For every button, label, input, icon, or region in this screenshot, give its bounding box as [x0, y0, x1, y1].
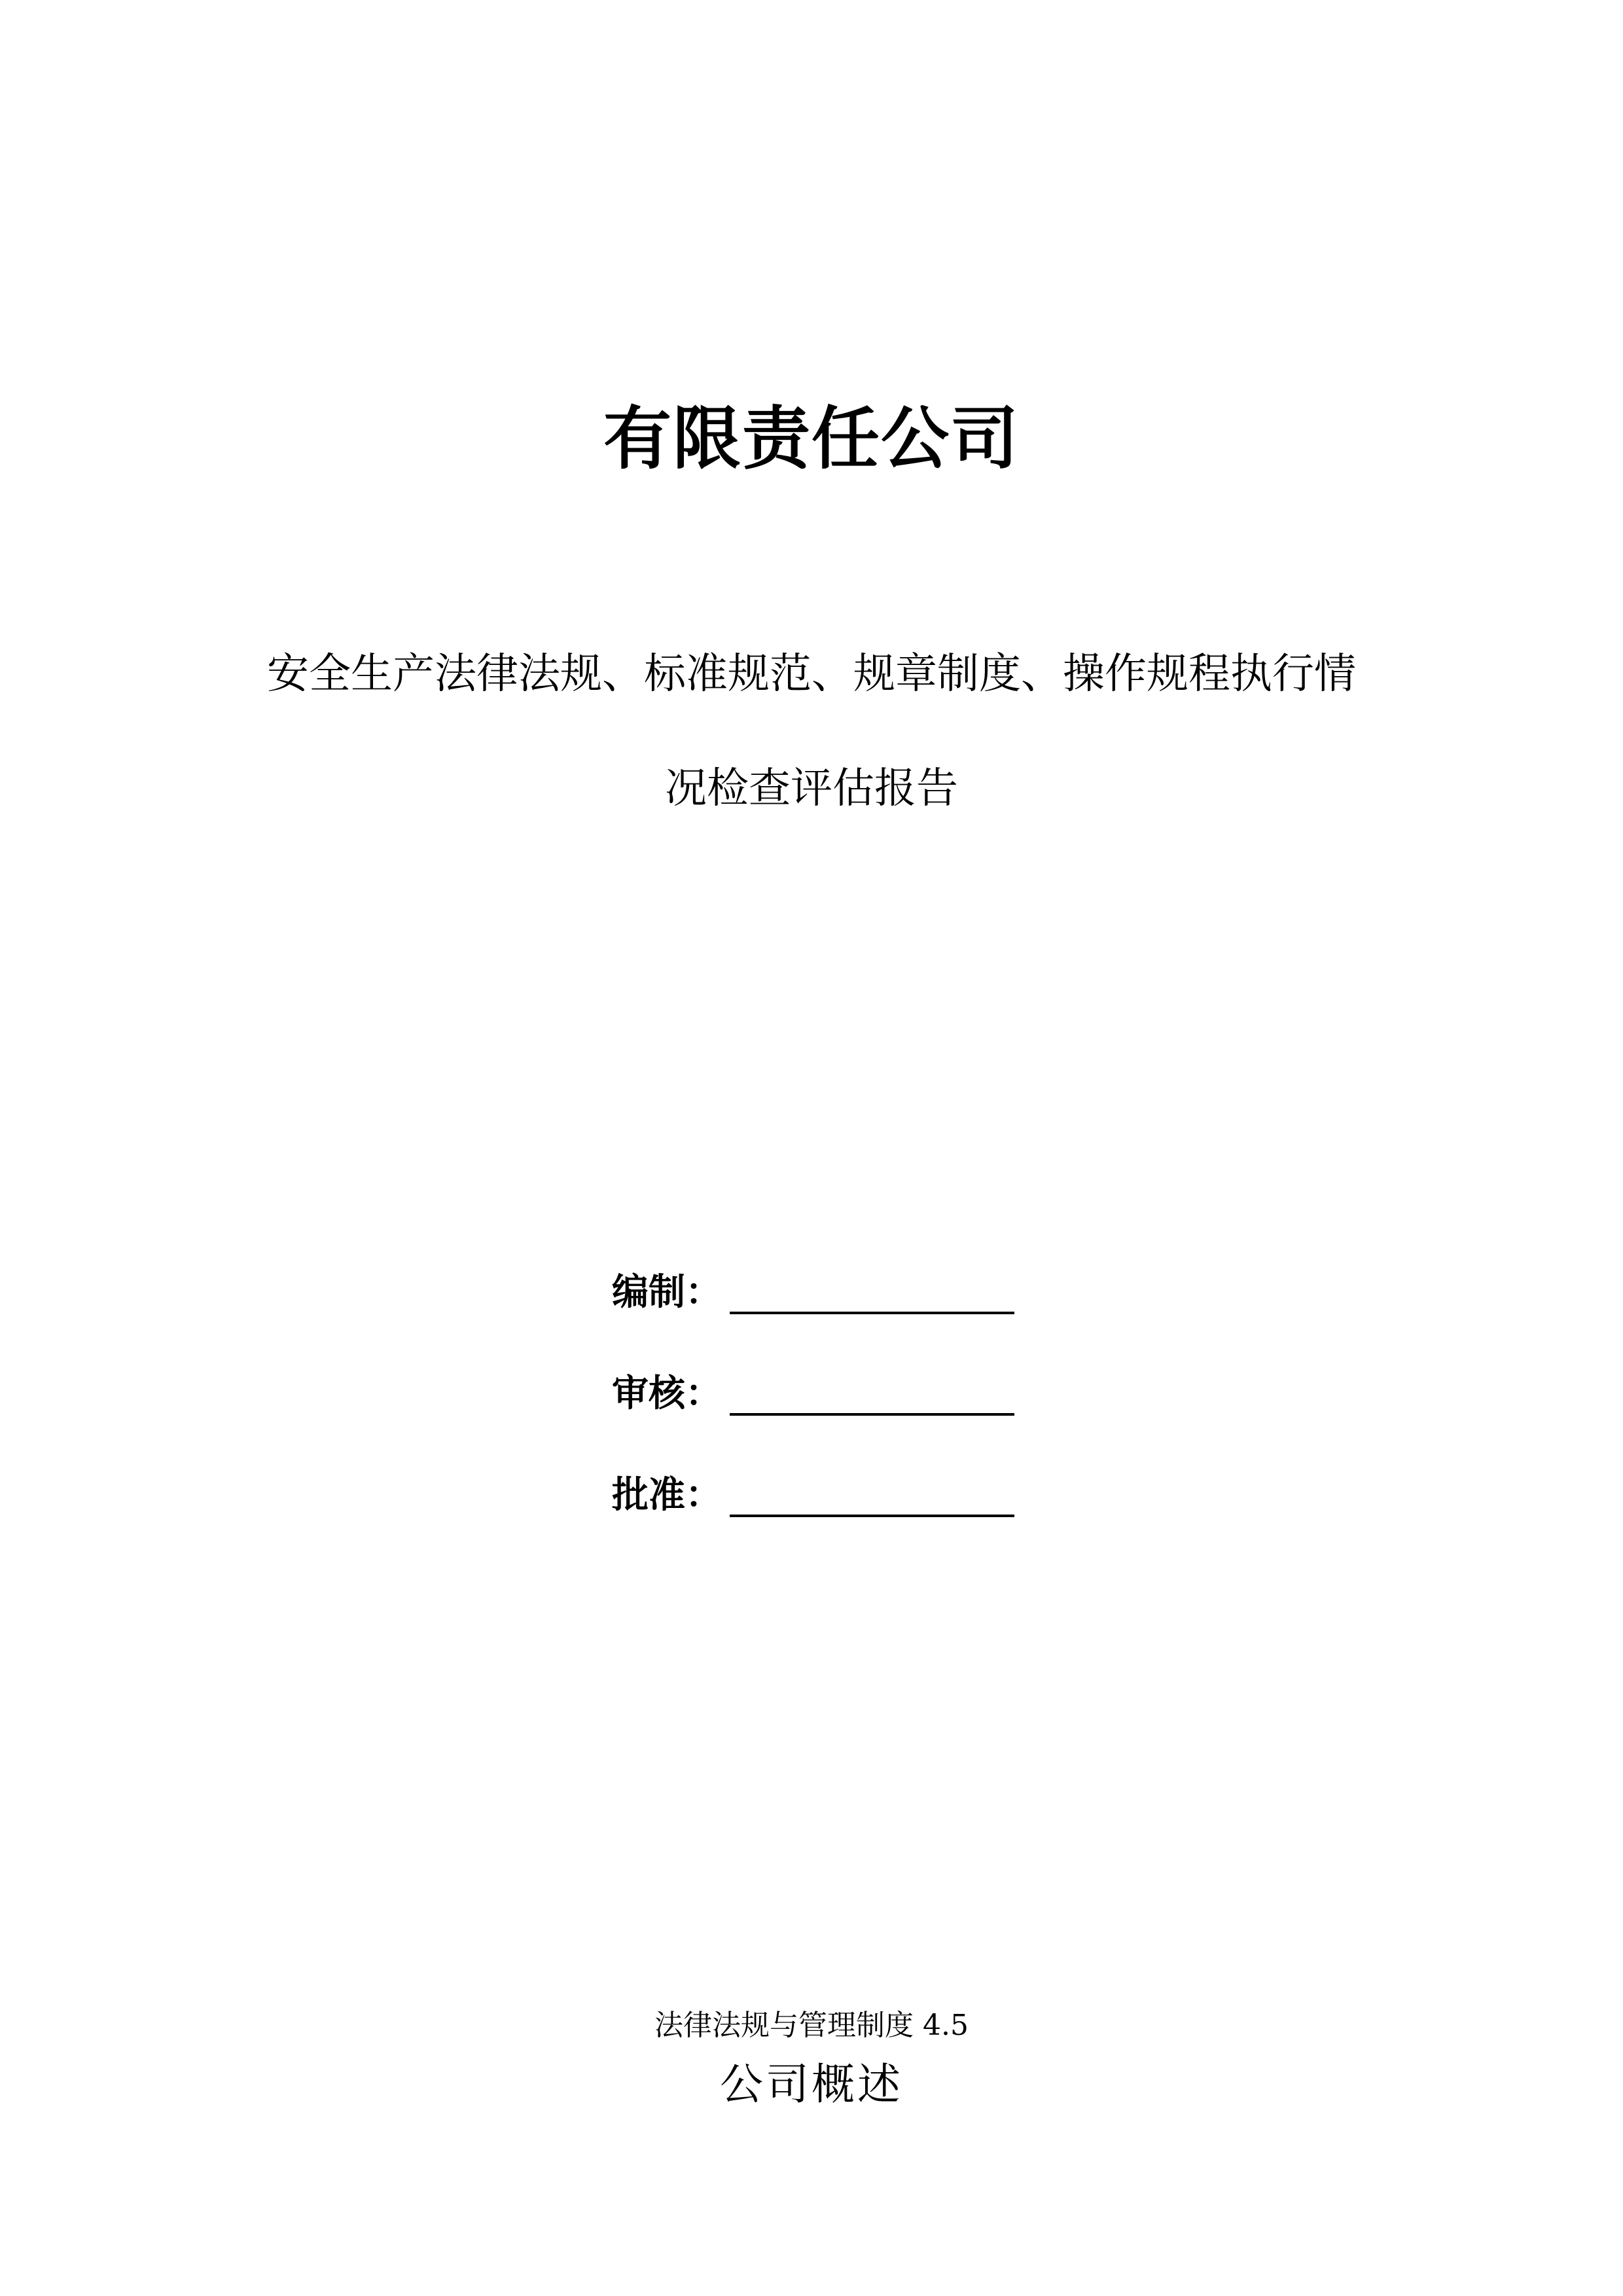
- signature-line-reviewed: [730, 1413, 1014, 1416]
- signoff-row-reviewed: [612, 1365, 1031, 1424]
- signoff-row-compiled: [612, 1263, 1031, 1322]
- company-name: 有限责任公司: [603, 399, 1020, 478]
- signature-line-compiled: [730, 1312, 1014, 1314]
- section-heading: 公司概述: [720, 2059, 903, 2109]
- signoff-label-compiled: 编制：: [612, 1271, 722, 1314]
- signoff-label-approved: 批准：: [612, 1474, 722, 1516]
- report-title-line-1: 安全生产法律法规、标准规范、规章制度、操作规程执行情: [267, 650, 1356, 698]
- signoff-label-reviewed: 审核：: [612, 1372, 722, 1415]
- report-title-line-2: 况检查评估报告: [665, 764, 958, 813]
- section-reference: 法律法规与管理制度 4.5: [654, 2009, 969, 2042]
- signature-line-approved: [730, 1515, 1014, 1517]
- signoff-row-approved: [612, 1466, 1031, 1525]
